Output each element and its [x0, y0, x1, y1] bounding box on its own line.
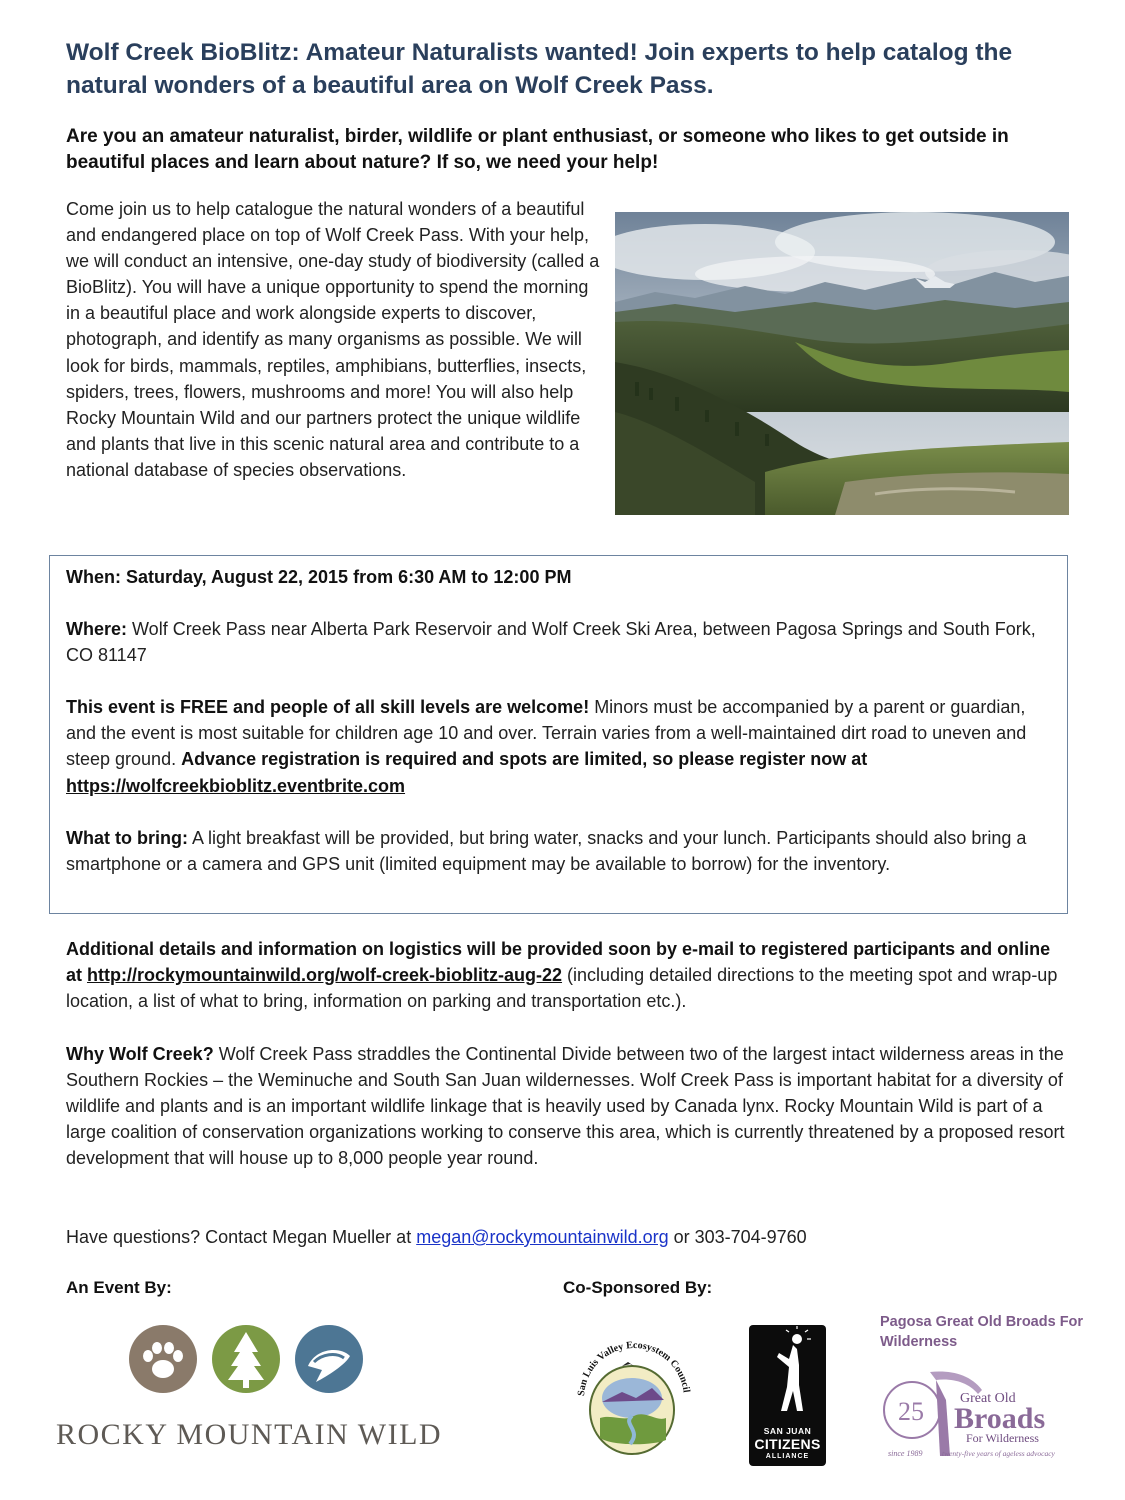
landscape-photo — [615, 212, 1069, 515]
contact-suffix: or 303-704-9760 — [668, 1227, 807, 1247]
where-text: Wolf Creek Pass near Alberta Park Reservoir and Wolf Creek Ski Area, between Pagosa Springs and South Fork, CO 81147 — [66, 619, 1036, 666]
broads-line2: Broads — [954, 1402, 1046, 1435]
bring-text: A light breakfast will be provided, but bring water, snacks and your lunch. Participants should also bring a smartphone or a camera and GPS unit (limited equipment may be available to borrow) for the inventory. — [66, 827, 1027, 874]
rmw-wordmark: ROCKY MOUNTAIN WILD — [56, 1418, 443, 1451]
event-details-box — [49, 555, 1068, 914]
why-label: Why Wolf Creek? — [66, 1044, 214, 1064]
rmw-event-link[interactable]: http://rockymountainwild.org/wolf-creek-bioblitz-aug-22 — [87, 965, 563, 986]
broads-since: since 1989 — [888, 1449, 923, 1458]
slv-arc-text: San Luis Valley Ecosystem Council — [575, 1339, 692, 1397]
intro-paragraph: Come join us to help catalogue the natural wonders of a beautiful and endangered place on top of Wolf Creek Pass. With your help, we will conduct an intensive, one-day study of biodiversity (called a BioBlitz). You will have a unique opportunity to spend the morning in a beautiful place and work alongside experts to discover, photograph, and identify as many organisms as possible. We will look for birds, mammals, reptiles, amphibians, butterflies, insects, spiders, trees, flowers, mushrooms and more! You will also help Rocky Mountain Wild and our partners protect the unique wildlife and plants that live in this scenic natural area and contribute to a national database of species observations. — [66, 199, 600, 480]
eventbrite-link[interactable]: https://wolfcreekbioblitz.eventbrite.com — [66, 775, 406, 796]
when-text: When: Saturday, August 22, 2015 from 6:30 AM to 12:00 PM — [66, 567, 572, 587]
paw-icon — [129, 1325, 197, 1393]
additional-bold-text: Additional details and information on logistics will be provided soon by e-mail to registered participants and online at — [66, 939, 1051, 986]
broads-25: 25 — [898, 1397, 924, 1426]
free-paragraph — [66, 694, 1051, 798]
contact-prefix: Have questions? Contact Megan Mueller at — [66, 1227, 417, 1247]
sjc-line-top: SAN JUAN — [763, 1425, 812, 1436]
rmw-logo-circles — [128, 1322, 368, 1402]
contact-paragraph — [66, 1224, 1066, 1250]
where-paragraph — [66, 616, 1051, 668]
broads-line1: Great Old — [960, 1391, 1016, 1406]
why-text: Wolf Creek Pass straddles the Continental Divide between two of the largest intact wilderness areas in the Southern Rockies – the Weminuche and South San Juan wildernesses. Wolf Creek Pass is important habitat for a diversity of wildlife and plants and is an important wildlife linkage that is heavily used by Canada lynx. Rocky Mountain Wild is part of a large coalition of conservation organizations working to conserve this area, which is currently threatened by a proposed resort development that will house up to 8,000 people year round. — [66, 1044, 1065, 1169]
broads-line3: For Wilderness — [966, 1431, 1039, 1445]
bring-label: What to bring: — [66, 827, 188, 848]
sjc-line-mid: CITIZENS — [754, 1436, 821, 1452]
when-line — [66, 564, 1051, 590]
why-paragraph — [66, 1041, 1066, 1171]
where-label: Where: — [66, 619, 128, 640]
trout-icon — [295, 1325, 363, 1393]
free-bold-text: This event is FREE and people of all skill levels are welcome! — [66, 697, 590, 718]
additional-text: (including detailed directions to the meeting spot and wrap-up location, a list of what to bring, information on parking and transportation etc.). — [66, 965, 1058, 1012]
email-link[interactable]: megan@rockymountainwild.org — [416, 1227, 669, 1247]
tree-icon — [212, 1325, 280, 1393]
broads-title: Pagosa Great Old Broads For Wilderness — [880, 1314, 1084, 1350]
broads-tagline: twenty-five years of ageless advocacy — [942, 1449, 1055, 1458]
page-title: Wolf Creek BioBlitz: Amateur Naturalists wanted! Join experts to help catalog the natural wonders of a beautiful area on Wolf Creek Pass. — [66, 39, 1013, 99]
sjc-line-bot: ALLIANCE — [765, 1453, 810, 1460]
great-old-broads-logo — [880, 1360, 1080, 1470]
lead-paragraph: Are you an amateur naturalist, birder, wildlife or plant enthusiast, or someone who likes to get outside in beautiful places and learn about nature? If so, we need your help! — [66, 126, 1009, 173]
free-text: Minors must be accompanied by a parent or guardian, and the event is most suitable for children age 10 and over. Terrain varies from a well-maintained dirt road to uneven and steep ground. — [66, 697, 1027, 770]
additional-paragraph — [66, 936, 1066, 1014]
bring-paragraph — [66, 825, 1051, 877]
san-juan-citizens-alliance-logo — [749, 1325, 826, 1466]
event-by-heading: An Event By: — [66, 1278, 172, 1297]
co-sponsored-heading: Co-Sponsored By: — [563, 1278, 713, 1297]
register-bold-text: Advance registration is required and spots are limited, so please register now at — [181, 749, 868, 770]
slv-ecosystem-council-logo — [572, 1318, 692, 1458]
